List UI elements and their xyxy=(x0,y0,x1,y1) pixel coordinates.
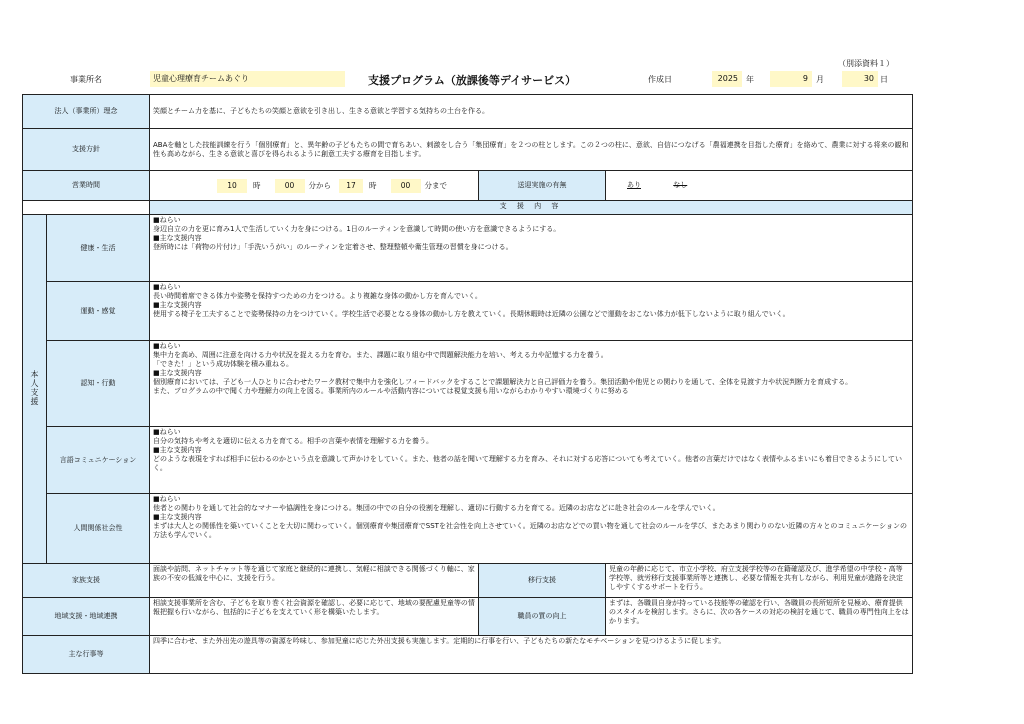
family-text: 面談や訪問、ネットチャット等を通じて家庭と継続的に連携し、気軽に相談できる関係づくり軸に、家族の不安の低減を中心に、支援を行う。 xyxy=(150,564,479,598)
family-label: 家族支援 xyxy=(23,564,150,598)
office-label: 事業所名 xyxy=(70,75,102,84)
page-title: 支援プログラム（放課後等デイサービス） xyxy=(368,74,577,87)
personal-label-4: 人間関係社会性 xyxy=(47,494,150,564)
end-hour-unit: 時 xyxy=(369,181,377,190)
personal-label-1: 運動・感覚 xyxy=(47,282,150,341)
community-text: 相談支援事業所を含む、子どもを取り巻く社会資源を確認し、必要に応じて、地域の要配慮児童等の情報把握も行いながら、包括的に子どもを支えていく形を構築いたします。 xyxy=(150,598,479,636)
policy-label: 支援方針 xyxy=(23,129,150,171)
philosophy-label: 法人（事業所）理念 xyxy=(23,95,150,129)
personal-content-2: ■ねらい 集中力を高め、周囲に注意を向ける力や状況を捉える力を育む。また、課題に取り組む中で問題解決能力を培い、考える力や記憶する力を養う。 「できた！」という成功体験を積み重ねる。 ■主な支援内容 個別療育においては、子ども一人ひとりに合わせたワーク教材で集中力を強化しフィードバックをすることで課題解決力と自己評価力を養う。集団活動や他児との関わりを通して、全体を見渡す力や状況判断力を育成する。 また、プログラムの中で聞く力や理解力の向上を図る。事業所内のルールや活動内容については視覚支援も用いながらわかりやすい環境づくりに努める xyxy=(150,341,913,427)
hours-cell xyxy=(150,171,479,201)
end-hour[interactable]: 17 xyxy=(339,179,363,193)
to-label: 分まで xyxy=(424,181,447,190)
support-section-header: 支 援 内 容 xyxy=(150,201,913,215)
section-spacer xyxy=(23,201,150,215)
personal-content-4: ■ねらい 他者との関わりを通して社会的なマナーや協調性を身につける。集団の中での自分の役割を理解し、適切に行動する力を育てる。近隣のお店などに赴き社会のルールを学んでいく。 ■主な支援内容 まずは大人との関係性を築いていくことを大切に関わっていく。個別療育や集団療育でSSTを社会性を向上させていく。近隣のお店などでの買い物を通して社会のルールを学び、またあまり関わりのない近隣の方々とのコミュニケーションの方法も学んでいく。 xyxy=(150,494,913,564)
personal-support-label: 本人支援 xyxy=(23,215,47,564)
transport-no[interactable]: なし xyxy=(673,181,688,189)
year-unit: 年 xyxy=(746,75,754,84)
staff-text: まずは、各職員自身が持っている技能等の確認を行い、各職員の長所短所を見極め、療育提供のスタイルを検討します。さらに、次の各ケースの対応の検討を通じて、職員の専門性向上をはかります。 xyxy=(606,598,913,636)
personal-content-3: ■ねらい 自分の気持ちや考えを適切に伝える力を育てる。相手の言葉や表情を理解する力を養う。 ■主な支援内容 どのような表現をすれば相手に伝わるのかという点を意識して声かけをしていく。また、他者の話を聞いて理解する力を育み、それに対する応答についても考えていく。他者の言葉だけではなく表情やふるまいにも着目できるようにしていく。 xyxy=(150,427,913,494)
events-text: 四季に合わせ、また外出先の遊具等の資源を吟味し、参加児童に応じた外出支援も実施します。定期的に行事を行い、子どもたちの新たなモチベーションを見つけるように促します。 xyxy=(150,636,913,674)
personal-content-0: ■ねらい 身辺自立の力を更に育み1人で生活していく力を身につける。1日のルーティンを意識して時間の使い方を意識できるようにする。 ■主な支援内容 登所時には「荷物の片付け」「手洗いうがい」のルーティンを定着させ、整理整頓や衛生管理の習慣を身につける。 xyxy=(150,215,913,282)
personal-label-3: 言語コミュニケーション xyxy=(47,427,150,494)
personal-content-1: ■ねらい 長い時間着席できる体力や姿勢を保持すつための力をつける。より複雑な身体の動かし方を育んでいく。 ■主な支援内容 使用する椅子を工夫することで姿勢保持の力をつけていく。学校生活で必要となる身体の動かし方を教えていく。長期休暇時は近隣の公園などで運動をおこない体力が低下しないように取り組んでいく。 xyxy=(150,282,913,341)
month-field[interactable]: 9 xyxy=(770,71,812,87)
transport-yes[interactable]: あり xyxy=(627,181,641,189)
start-hour[interactable]: 10 xyxy=(217,179,247,193)
transition-label: 移行支援 xyxy=(479,564,606,598)
office-name-field[interactable] xyxy=(150,71,345,87)
attachment-note: （別添資料１） xyxy=(838,59,894,68)
end-min[interactable]: 00 xyxy=(391,179,421,193)
start-min[interactable]: 00 xyxy=(275,179,305,193)
day-field[interactable]: 30 xyxy=(842,71,878,87)
office-name: 児童心理療育チームあぐり xyxy=(153,74,249,83)
philosophy-text: 笑顔とチーム力を基に、子どもたちの笑顔と意欲を引き出し、生きる意欲と学習する気持ちの土台を作る。 xyxy=(150,95,913,129)
community-label: 地域支援・地域連携 xyxy=(23,598,150,636)
month-unit: 月 xyxy=(816,75,824,84)
start-hour-unit: 時 xyxy=(253,181,261,190)
events-label: 主な行事等 xyxy=(23,636,150,674)
from-label: 分から xyxy=(308,181,331,190)
hours-label: 営業時間 xyxy=(23,171,150,201)
transport-cell xyxy=(606,171,913,201)
transition-text: 児童の年齢に応じて、市立小学校、府立支援学校等の在籍確認及び、進学希望の中学校・高等学校等、就労移行支援事業所等と連携し、必要な情報を共有しながら、利用児童が進路を決定しやすくするサポートを行う。 xyxy=(606,564,913,598)
policy-text: ABAを軸とした技能訓練を行う「個別療育」と、異年齢の子どもたちの間で育ちあい、刺激をし合う「集団療育」を２つの柱とします。この２つの柱に、意欲、自信につなげる「農福連携を目指した療育」を絡めて、農業に対する将来の観和性も高めながら、生きる意欲と喜びを得られるように創意工夫する療育を目指します。 xyxy=(150,129,913,171)
day-unit: 日 xyxy=(880,75,888,84)
year-field[interactable]: 2025 xyxy=(712,71,742,87)
personal-label-0: 健康・生活 xyxy=(47,215,150,282)
transport-label: 送迎実施の有無 xyxy=(479,171,606,201)
personal-label-2: 認知・行動 xyxy=(47,341,150,427)
support-program-table xyxy=(22,94,913,674)
date-label: 作成日 xyxy=(648,75,672,84)
staff-label: 職員の質の向上 xyxy=(479,598,606,636)
